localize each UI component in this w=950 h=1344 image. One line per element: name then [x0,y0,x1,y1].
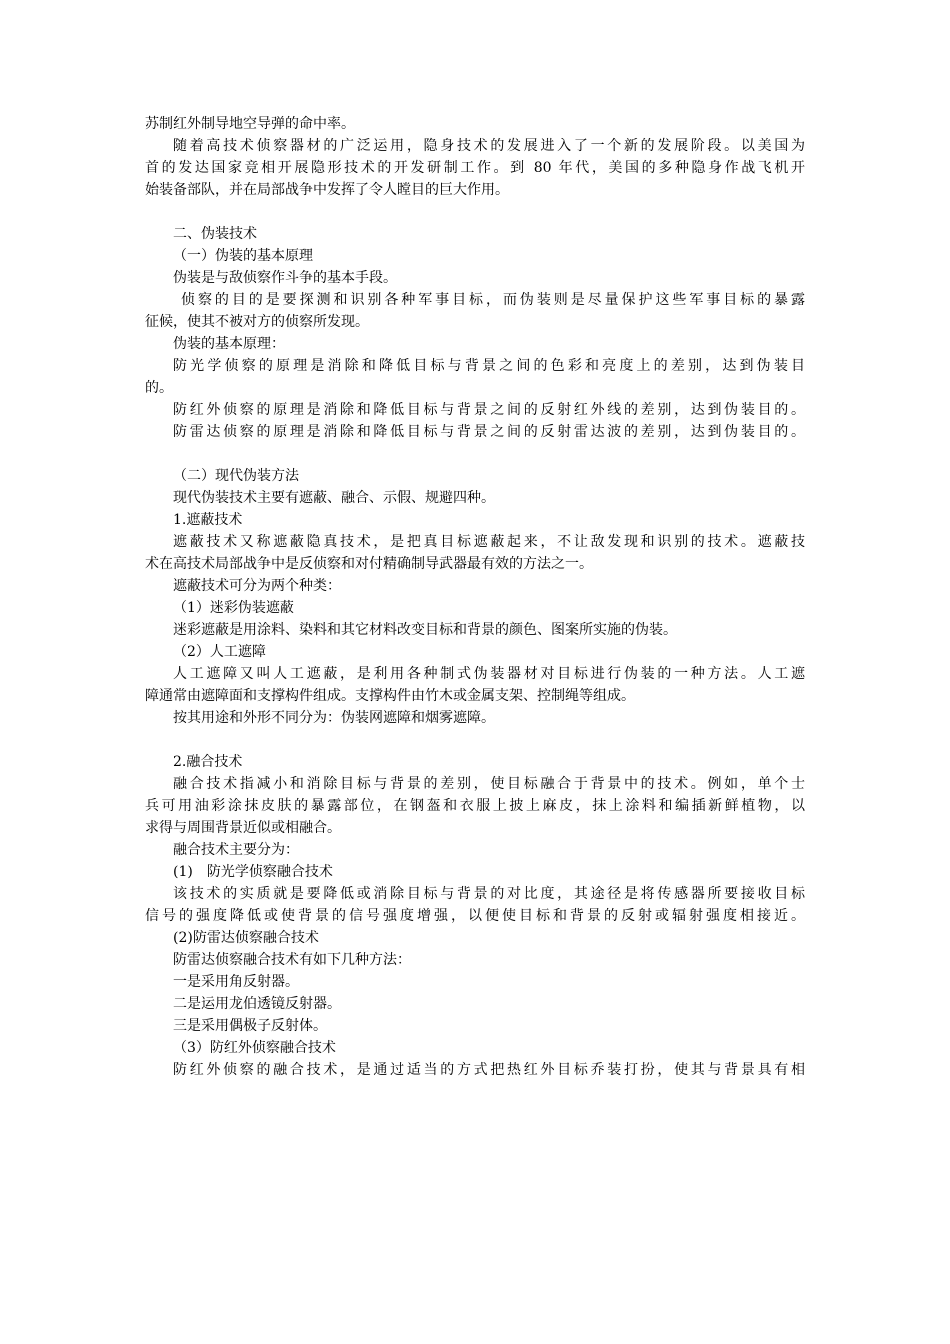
text-line: 人工遮障又叫人工遮蔽，是利用各种制式伪装器材对目标进行伪装的一种方法。人工遮 [173,666,805,682]
text-line: 二是运用龙伯透镜反射器。 [173,996,341,1012]
text-line: 防红外侦察的原理是消除和降低目标与背景之间的反射红外线的差别，达到伪装目的。 [173,402,805,418]
text-line: 一是采用角反射器。 [173,974,299,990]
text-line: （2）人工遮障 [173,644,266,660]
text-line: 防雷达侦察融合技术有如下几种方法： [173,952,411,968]
document-page [145,113,805,1081]
text-line: 的。 [145,380,173,396]
text-line: 融合技术主要分为： [173,842,299,858]
text-line: 伪装的基本原理： [173,336,285,352]
text-line: 防光学侦察的原理是消除和降低目标与背景之间的色彩和亮度上的差别，达到伪装目 [173,358,805,374]
text-line: 迷彩遮蔽是用涂料、染料和其它材料改变目标和背景的颜色、图案所实施的伪装。 [173,622,677,638]
text-line: 2.融合技术 [173,754,243,770]
text-line: （一）伪装的基本原理 [173,248,313,264]
text-line: 侦察的目的是要探测和识别各种军事目标，而伪装则是尽量保护这些军事目标的暴露 [181,292,805,308]
blank-line [145,201,805,223]
text-line: 遮蔽技术可分为两个种类： [173,578,341,594]
text-line: 防红外侦察的融合技术，是通过适当的方式把热红外目标乔装打扮，使其与背景具有相 [173,1062,805,1078]
text-line: 现代伪装技术主要有遮蔽、融合、示假、规避四种。 [173,490,495,506]
text-line: 术在高技术局部战争中是反侦察和对付精确制导武器最有效的方法之一。 [145,556,593,572]
text-line: 遮蔽技术又称遮蔽隐真技术，是把真目标遮蔽起来，不让敌发现和识别的技术。遮蔽技 [173,534,805,550]
text-line: 三是采用偶极子反射体。 [173,1018,327,1034]
text-line: 伪装是与敌侦察作斗争的基本手段。 [173,270,397,286]
text-line: （二）现代伪装方法 [173,468,299,484]
text-line: 按其用途和外形不同分为：伪装网遮障和烟雾遮障。 [173,710,495,726]
text-line: 苏制红外制导地空导弹的命中率。 [145,116,355,132]
text-line: 融合技术指减小和消除目标与背景的差别，使目标融合于背景中的技术。例如，单个士 [173,776,805,792]
text-line: 兵可用油彩涂抹皮肤的暴露部位，在钢盔和衣服上披上麻皮，抹上涂料和编插新鲜植物，以 [145,798,805,814]
text-line: 防雷达侦察的原理是消除和降低目标与背景之间的反射雷达波的差别，达到伪装目的。 [173,424,805,440]
text-line: 信号的强度降低或使背景的信号强度增强，以便使目标和背景的反射或辐射强度相接近。 [145,908,805,924]
text-line: 始装备部队，并在局部战争中发挥了令人瞠目的巨大作用。 [145,182,509,198]
text-line: 1.遮蔽技术 [173,512,243,528]
text-line: 障通常由遮障面和支撑构件组成。支撑构件由竹木或金属支架、控制绳等组成。 [145,688,635,704]
text-line: 征候，使其不被对方的侦察所发现。 [145,314,369,330]
text-line: 随着高技术侦察器材的广泛运用，隐身技术的发展进入了一个新的发展阶段。以美国为 [173,138,805,154]
text-line: 该技术的实质就是要降低或消除目标与背景的对比度，其途径是将传感器所要接收目标 [173,886,805,902]
text-line: 求得与周围背景近似或相融合。 [145,820,341,836]
text-line: (1) 防光学侦察融合技术 [173,864,333,880]
blank-line [145,729,805,751]
text-line: (2)防雷达侦察融合技术 [173,930,319,946]
text-line: （1）迷彩伪装遮蔽 [173,600,294,616]
text-line: 二、伪装技术 [173,226,257,242]
blank-line [145,443,805,465]
text-line: 首的发达国家竞相开展隐形技术的开发研制工作。到 80 年代，美国的多种隐身作战飞机开 [145,160,805,176]
text-line: （3）防红外侦察融合技术 [173,1040,336,1056]
